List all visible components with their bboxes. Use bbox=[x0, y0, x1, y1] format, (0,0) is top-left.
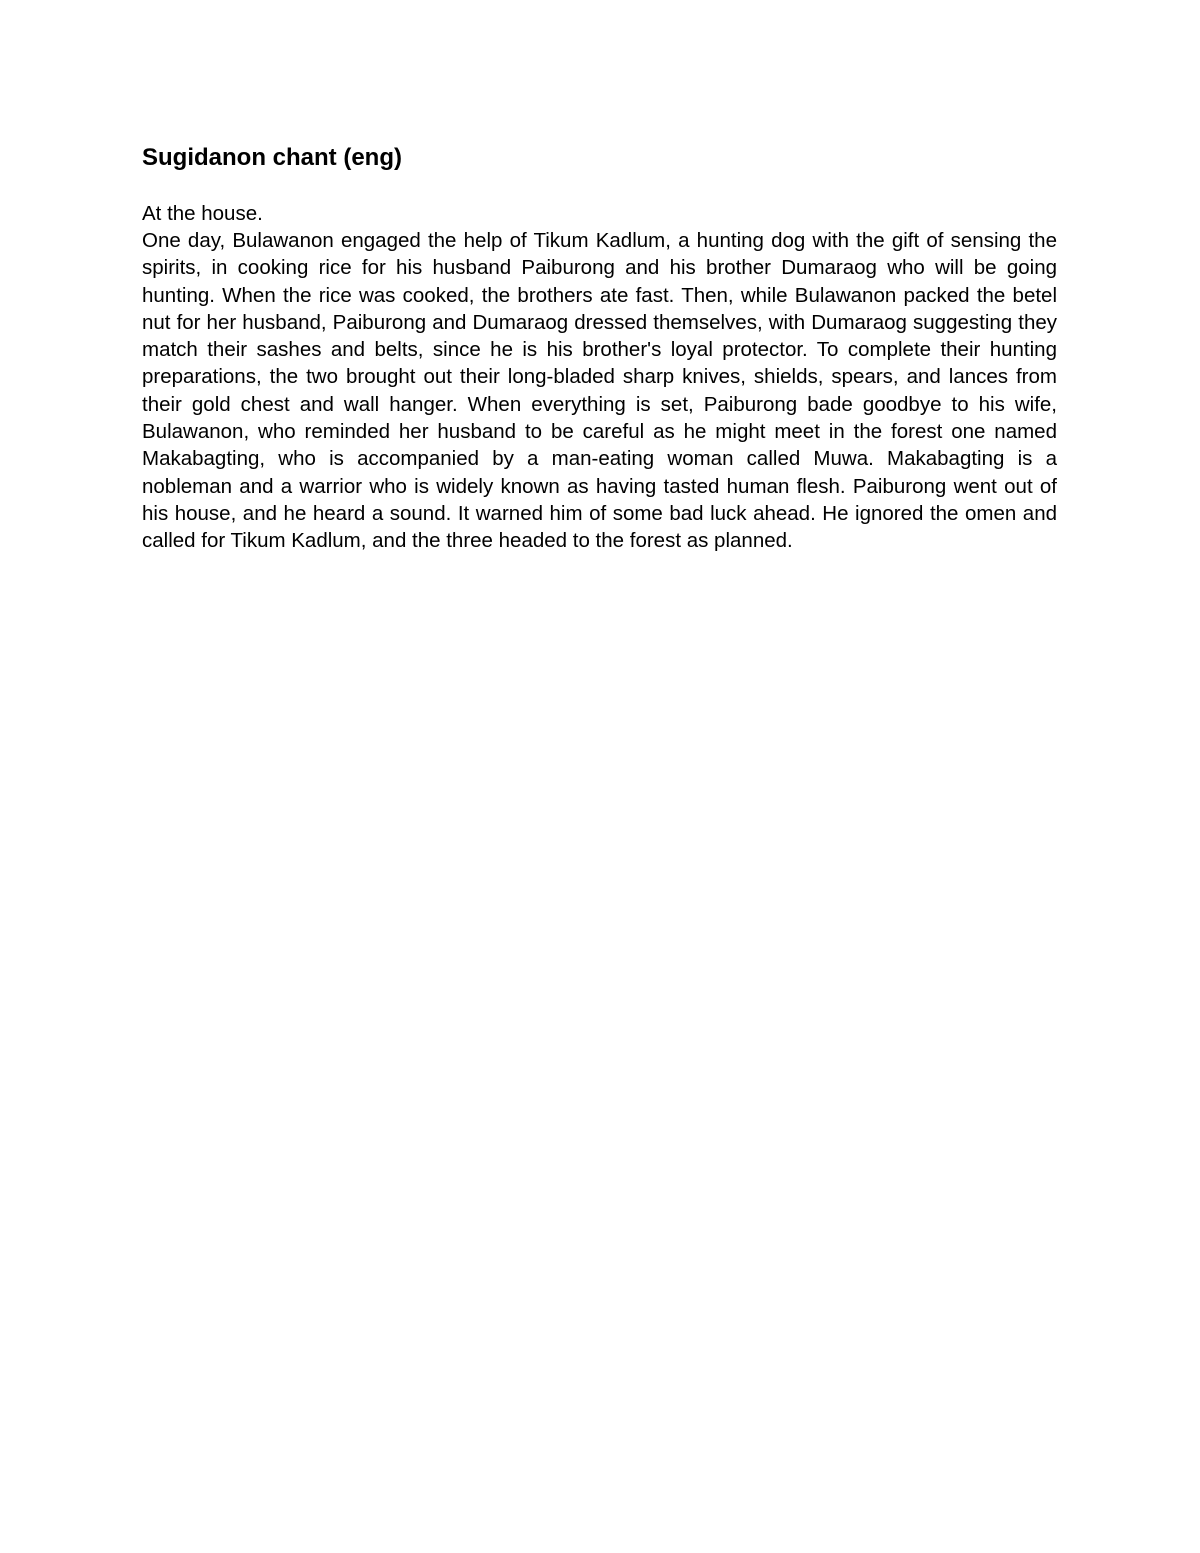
document-title: Sugidanon chant (eng) bbox=[142, 144, 402, 171]
document-content bbox=[142, 142, 1057, 555]
section-subheading: At the house. bbox=[142, 202, 263, 225]
body-paragraph: One day, Bulawanon engaged the help of Tikum Kadlum, a hunting dog with the gift of sensing the spirits, in cooking rice for his husband Paiburong and his brother Dumaraog who will be going hunting. When the rice was cooked, the brothers ate fast. Then, while Bulawanon packed the betel nut for her husband, Paiburong and Dumaraog dressed themselves, with Dumaraog suggesting they match their sashes and belts, since he is his brother's loyal protector. To complete their hunting preparations, the two brought out their long-bladed sharp knives, shields, spears, and lances from their gold chest and wall hanger. When everything is set, Paiburong bade goodbye to his wife, Bulawanon, who reminded her husband to be careful as he might meet in the forest one named Makabagting, who is accompanied by a man-eating woman called Muwa. Makabagting is a nobleman and a warrior who is widely known as having tasted human flesh. Paiburong went out of his house, and he heard a sound. It warned him of some bad luck ahead. He ignored the omen and called for Tikum Kadlum, and the three headed to the forest as planned. bbox=[142, 229, 1057, 553]
